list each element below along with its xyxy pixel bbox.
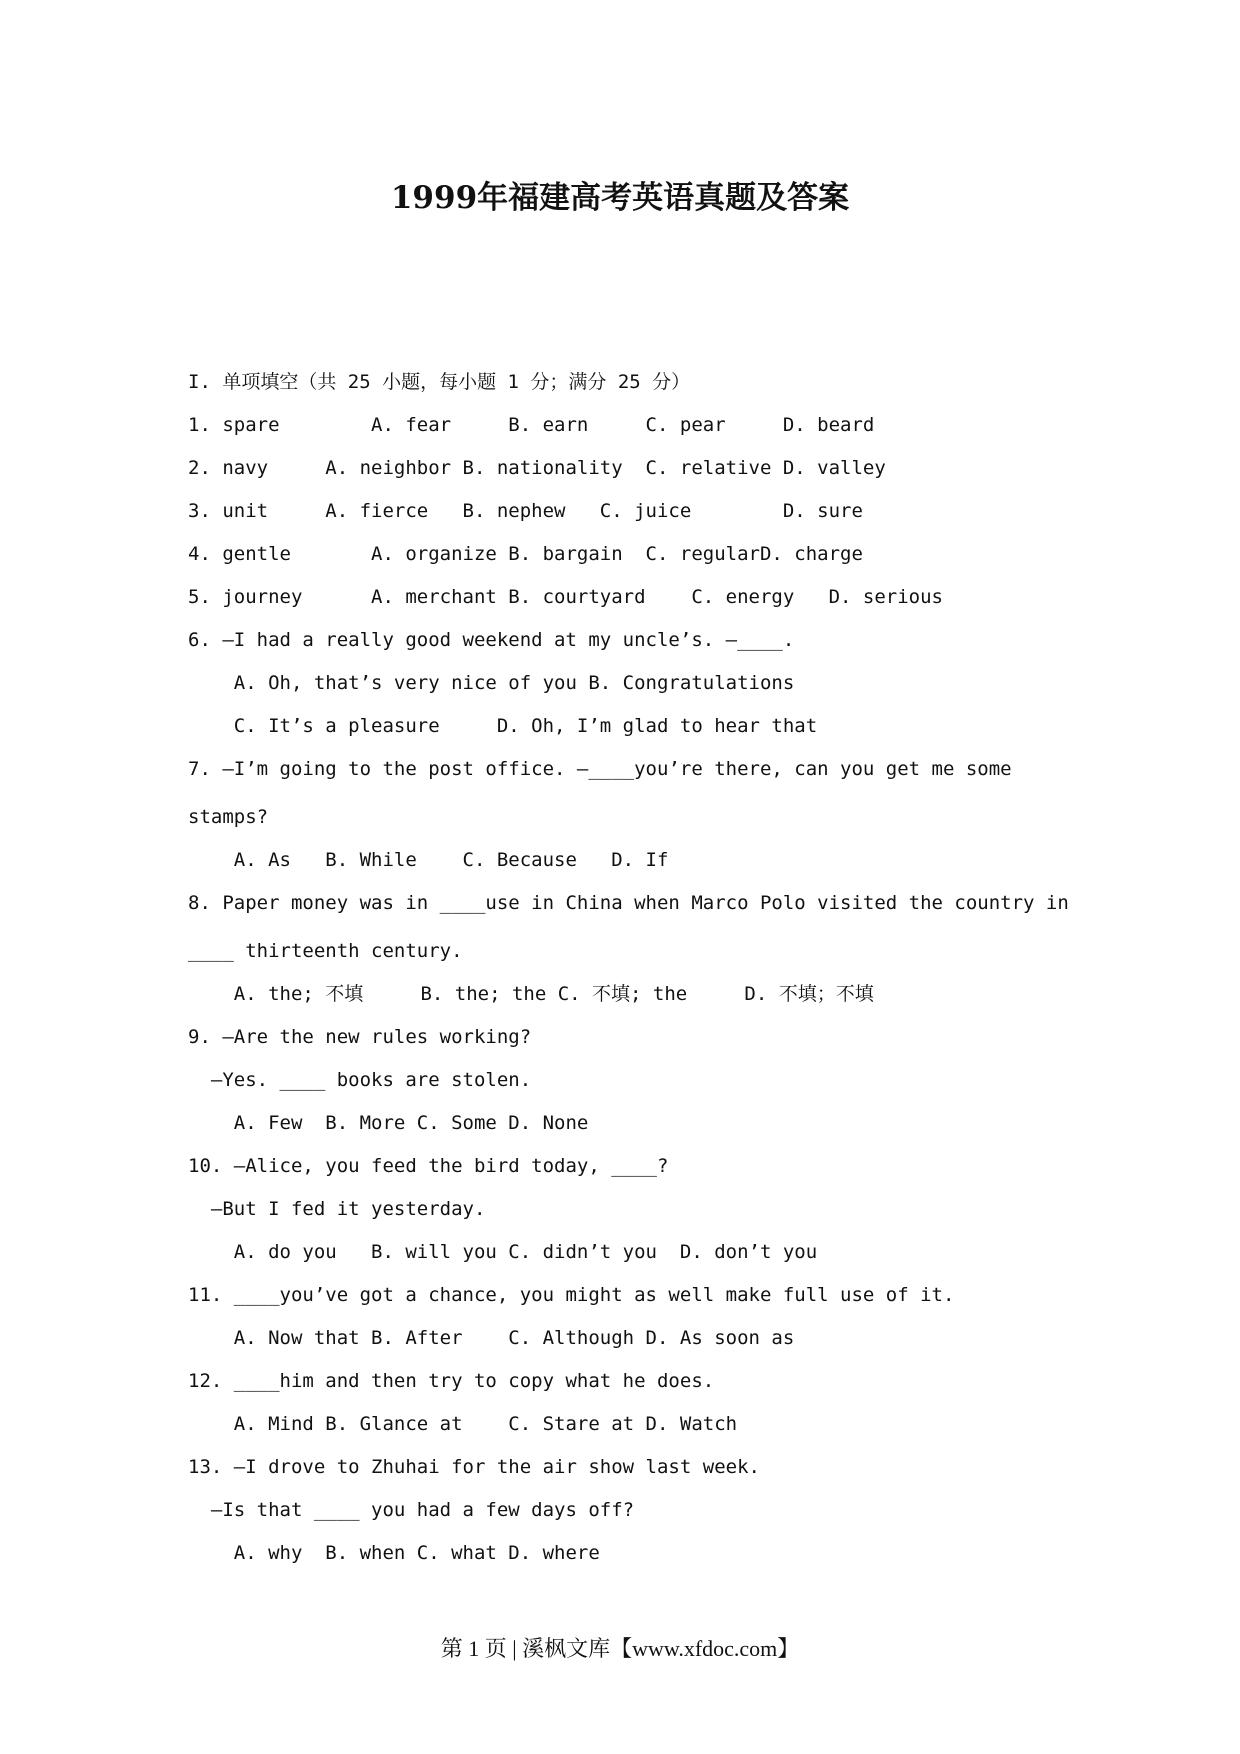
option-line: A. why B. when C. what D. where (188, 1542, 600, 1564)
page-title: 1999年福建高考英语真题及答案 (390, 180, 850, 216)
question-line: stamps? (188, 806, 269, 828)
question-line: 8. Paper money was in ____use in China when Marco Polo visited the country in (188, 892, 1069, 914)
question-line: 11. ____you’ve got a chance, you might as well make full use of it. (188, 1284, 955, 1306)
section-heading: I. 单项填空（共 25 小题，每小题 1 分；满分 25 分） (188, 371, 691, 393)
question-line: 10. —Alice, you feed the bird today, ____? (188, 1155, 669, 1177)
question-line: 3. unit A. fierce B. nephew C. juice D. sure (188, 500, 863, 522)
option-line: A. the; 不填 B. the; the C. 不填; the D. 不填；不填 (188, 983, 874, 1005)
question-line: 4. gentle A. organize B. bargain C. regularD. charge (188, 543, 863, 565)
question-line: 7. —I’m going to the post office. —____you’re there, can you get me some (188, 758, 1012, 780)
question-line: 13. —I drove to Zhuhai for the air show last week. (188, 1456, 760, 1478)
question-line: ____ thirteenth century. (188, 940, 463, 962)
question-line: —Yes. ____ books are stolen. (188, 1069, 532, 1091)
question-line: 1. spare A. fear B. earn C. pear D. beard (188, 414, 875, 436)
question-line: —But I fed it yesterday. (188, 1198, 486, 1220)
question-line: 12. ____him and then try to copy what he does. (188, 1370, 715, 1392)
question-line: 5. journey A. merchant B. courtyard C. energy D. serious (188, 586, 943, 608)
option-line: A. Few B. More C. Some D. None (188, 1112, 589, 1134)
question-line: 9. —Are the new rules working? (188, 1026, 532, 1048)
question-line: 2. navy A. neighbor B. nationality C. relative D. valley (188, 457, 886, 479)
option-line: A. As B. While C. Because D. If (188, 849, 669, 871)
option-line: A. do you B. will you C. didn’t you D. don’t you (188, 1241, 818, 1263)
question-line: —Is that ____ you had a few days off? (188, 1499, 635, 1521)
option-line: A. Oh, that’s very nice of you B. Congratulations (188, 672, 795, 694)
option-line: A. Now that B. After C. Although D. As soon as (188, 1327, 795, 1349)
page-footer: 第 1 页 | 溪枫文库【www.xfdoc.com】 (440, 1636, 800, 1661)
question-line: 6. —I had a really good weekend at my uncle’s. —____. (188, 629, 795, 651)
option-line: C. It’s a pleasure D. Oh, I’m glad to hear that (188, 715, 818, 737)
option-line: A. Mind B. Glance at C. Stare at D. Watch (188, 1413, 738, 1435)
